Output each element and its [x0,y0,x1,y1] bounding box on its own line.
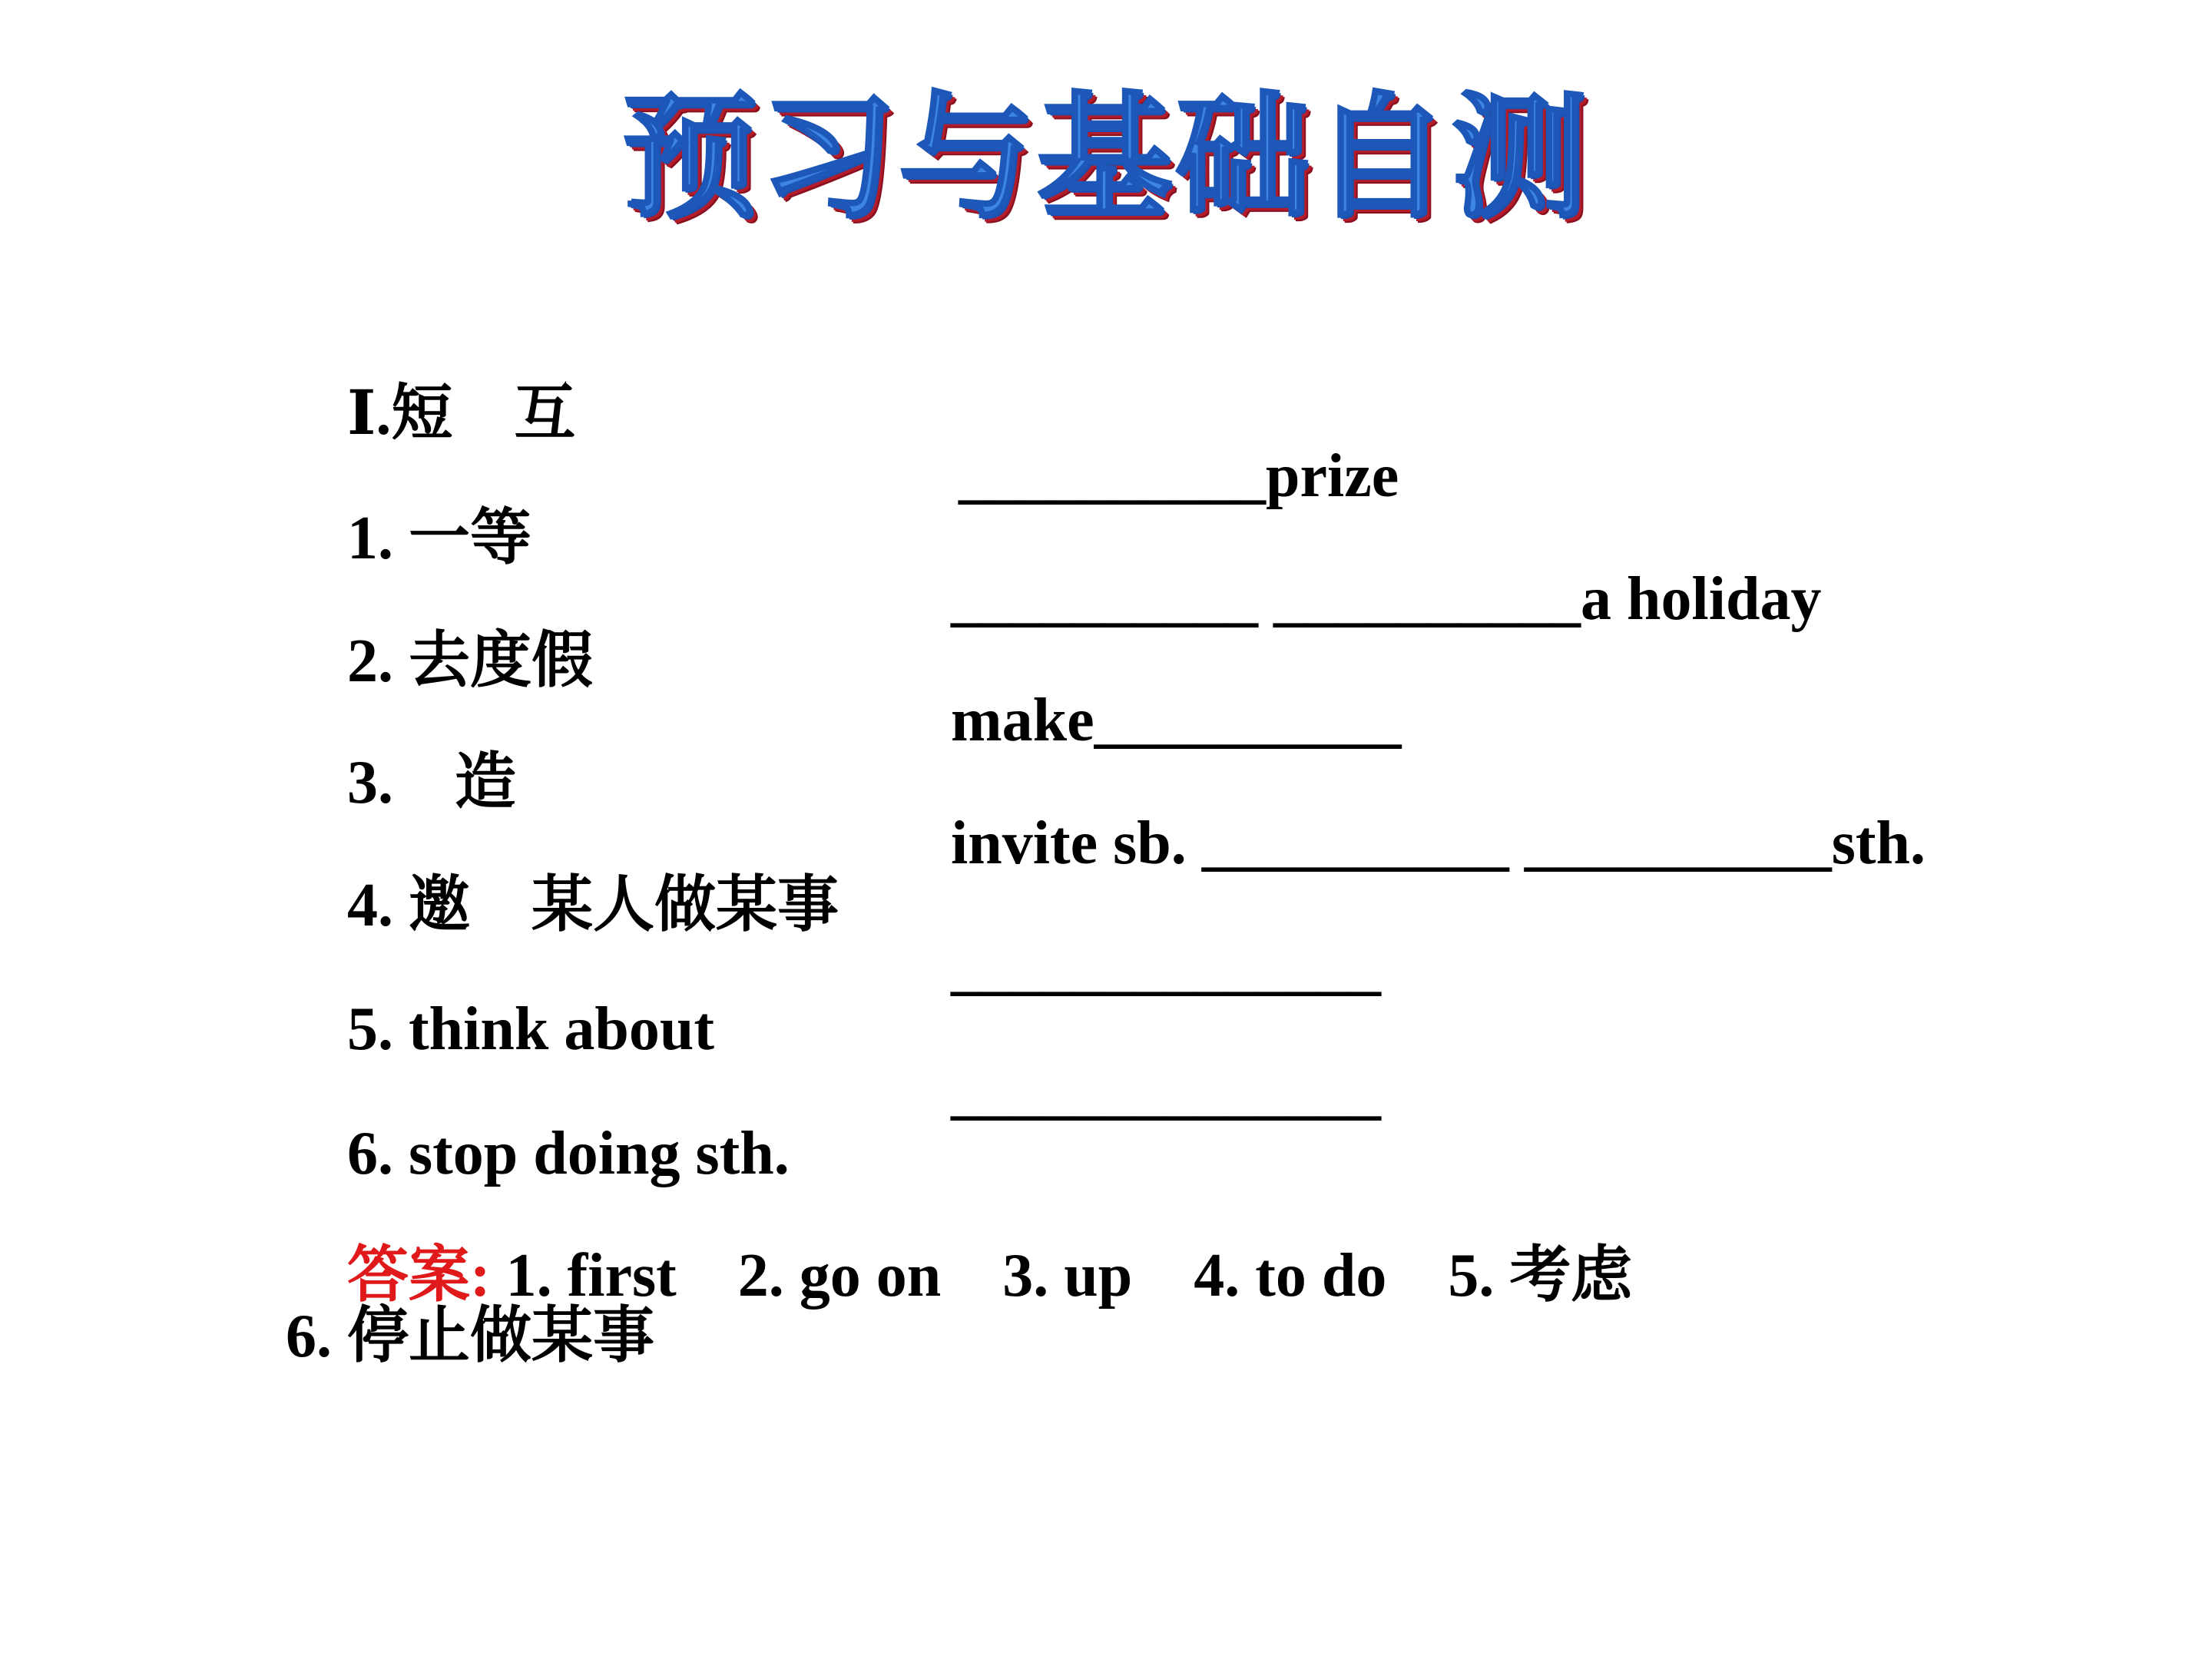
section-roman: Ⅰ. [347,380,392,448]
section-heading-text: 短 互 [391,377,576,449]
answer-line-2: 6. 停止做某事 [286,1303,654,1370]
answer-colon: : [470,1242,491,1310]
item-5-english: think about [409,995,714,1063]
item-2-number: 2. [347,628,393,695]
answer-text-1: 1. first 2. go on 3. up 4. to do 5. 考虑 [490,1242,1633,1310]
item-5-number: 5. [347,995,393,1063]
item-2-answer-blank: __________ __________a holiday [951,565,1822,633]
item-6-number: 6. [347,1120,393,1187]
item-1-answer-blank: __________prize [959,442,1399,510]
item-1-chinese: 一等 [409,502,531,573]
item-3-number: 3. [347,749,393,816]
item-4-chinese: 邀 某人做某事 [409,869,839,940]
item-3-answer-blank: make__________ [951,687,1402,754]
item-1-number: 1. [347,505,393,572]
page-title: 预习与基础自测 [621,79,1590,237]
item-6-answer-blank: ______________ [951,1058,1381,1126]
item-5-answer-blank: ______________ [951,934,1381,1002]
answer-label: 答案 [347,1239,470,1310]
item-4-answer-blank: invite sb. __________ __________sth. [951,810,1926,877]
item-2-chinese: 去度假 [409,624,593,696]
item-6-english: stop doing sth. [409,1120,790,1187]
item-3-chinese: 造 [393,746,516,817]
item-4-number: 4. [347,872,393,939]
